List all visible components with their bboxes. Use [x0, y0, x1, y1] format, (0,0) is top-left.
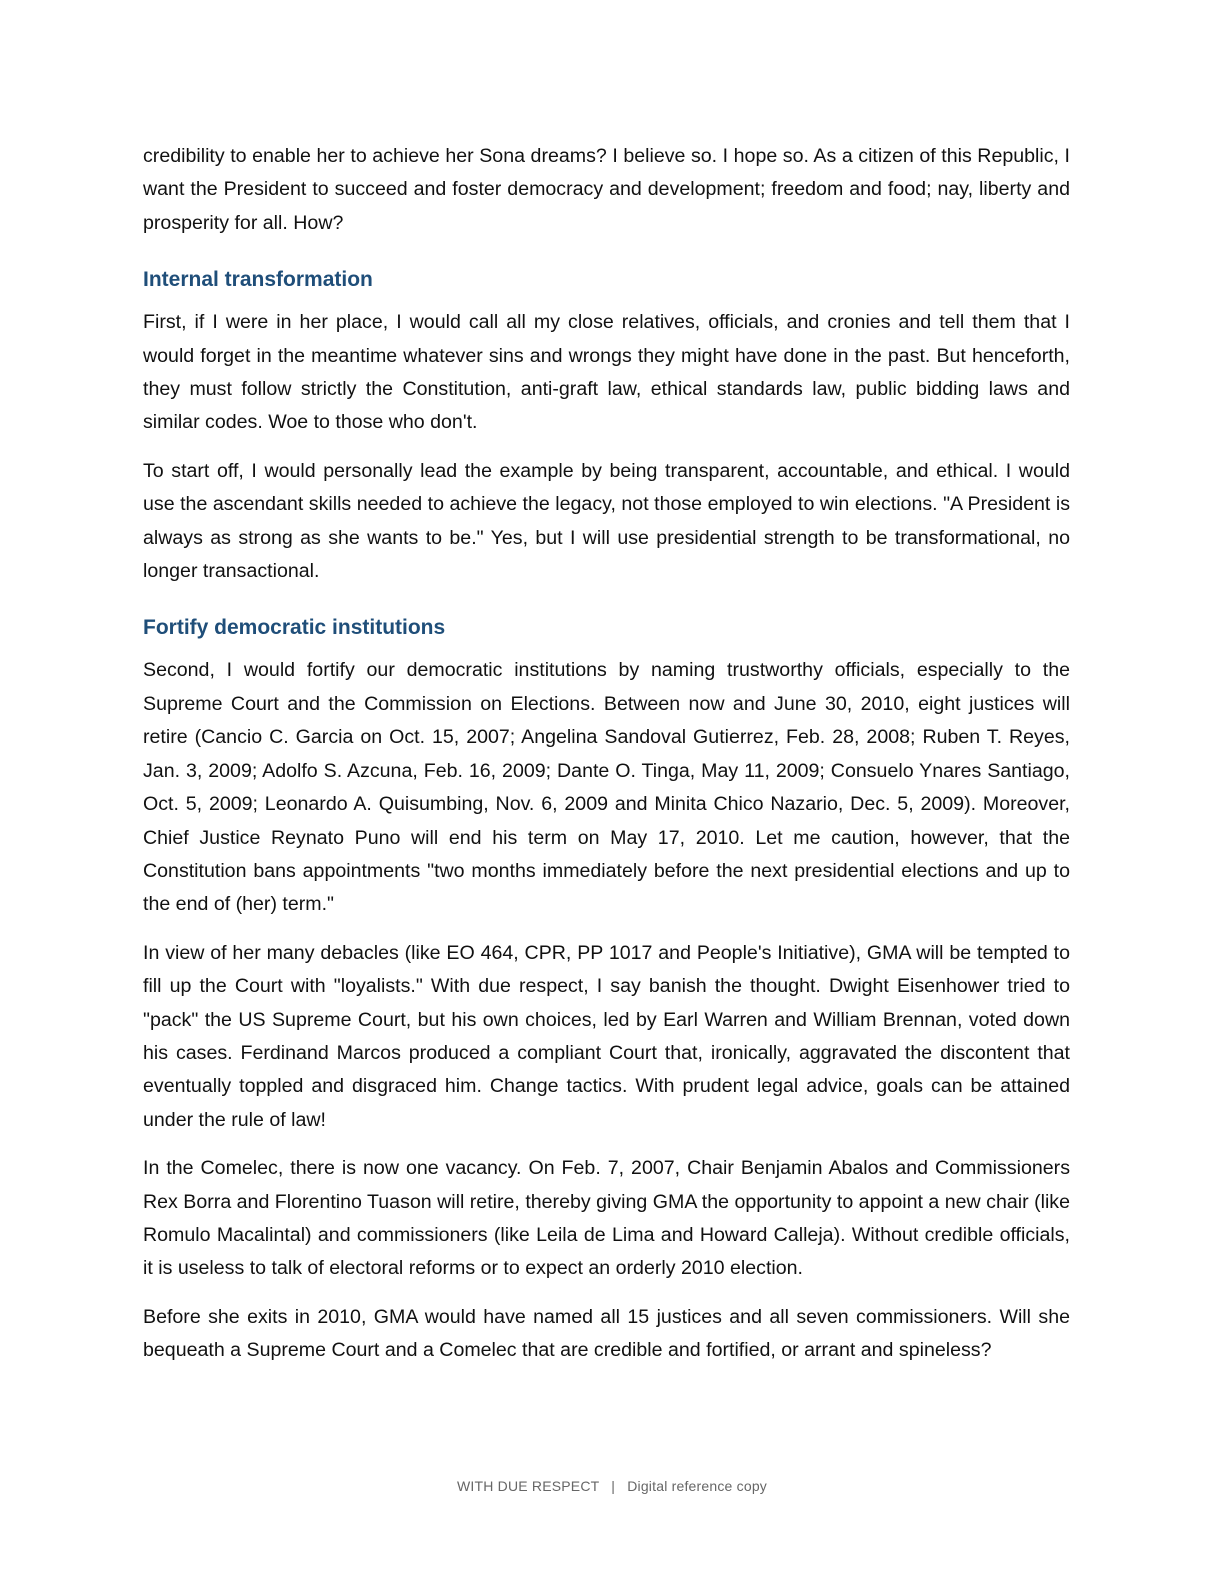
document-body	[143, 140, 1070, 1383]
footer-separator: |	[611, 1478, 616, 1494]
paragraph: Before she exits in 2010, GMA would have named all 15 justices and all seven commissioners. Will she bequeath a Supreme Court and a Comelec that are credible and fortified, or arrant and spineless?	[143, 1305, 1070, 1362]
page-footer	[0, 1478, 1224, 1494]
paragraph: In the Comelec, there is now one vacancy. On Feb. 7, 2007, Chair Benjamin Abalos and Commissioners Rex Borra and Florentino Tuason will retire, thereby giving GMA the opportunity to appoint a new chair (like Romulo Macalintal) and commissioners (like Leila de Lima and Howard Calleja). Without credible officials, it is useless to talk of electoral reforms or to expect an orderly 2010 election.	[143, 1157, 1070, 1280]
section-heading-internal-transformation: Internal transformation	[143, 268, 373, 292]
paragraph: First, if I were in her place, I would call all my close relatives, officials, and cronies and tell them that I would forget in the meantime whatever sins and wrongs they might have done in the past. But henceforth, they must follow strictly the Constitution, anti-graft law, ethical standards law, public bidding laws and similar codes. Woe to those who don't.	[143, 311, 1070, 434]
footer-note: Digital reference copy	[627, 1478, 768, 1494]
paragraph: credibility to enable her to achieve her Sona dreams? I believe so. I hope so. As a citizen of this Republic, I want the President to succeed and foster democracy and development; freedom and food; nay, liberty and prosperity for all. How?	[143, 145, 1070, 234]
paragraph: Second, I would fortify our democratic institutions by naming trustworthy officials, especially to the Supreme Court and the Commission on Elections. Between now and June 30, 2010, eight justices will retire (Cancio C. Garcia on Oct. 15, 2007; Angelina Sandoval Gutierrez, Feb. 28, 2008; Ruben T. Reyes, Jan. 3, 2009; Adolfo S. Azcuna, Feb. 16, 2009; Dante O. Tinga, May 11, 2009; Consuelo Ynares Santiago, Oct. 5, 2009; Leonardo A. Quisumbing, Nov. 6, 2009 and Minita Chico Nazario, Dec. 5, 2009). Moreover, Chief Justice Reynato Puno will end his term on May 17, 2010. Let me caution, however, that the Constitution bans appointments "two months immediately before the next presidential elections and up to the end of (her) term."	[143, 659, 1070, 916]
paragraph: To start off, I would personally lead the example by being transparent, accountable, and ethical. I would use the ascendant skills needed to achieve the legacy, not those employed to win elections. "A President is always as strong as she wants to be." Yes, but I will use presidential strength to be transformational, no longer transactional.	[143, 459, 1070, 583]
section-heading-fortify-democratic-institutions: Fortify democratic institutions	[143, 616, 446, 640]
footer-title: WITH DUE RESPECT	[456, 1478, 600, 1494]
paragraph: In view of her many debacles (like EO 464, CPR, PP 1017 and People's Initiative), GMA will be tempted to fill up the Court with "loyalists." With due respect, I say banish the thought. Dwight Eisenhower tried to "pack" the US Supreme Court, but his own choices, led by Earl Warren and William Brennan, voted down his cases. Ferdinand Marcos produced a compliant Court that, ironically, aggravated the discontent that eventually toppled and disgraced him. Change tactics. With prudent legal advice, goals can be attained under the rule of law!	[143, 941, 1070, 1131]
